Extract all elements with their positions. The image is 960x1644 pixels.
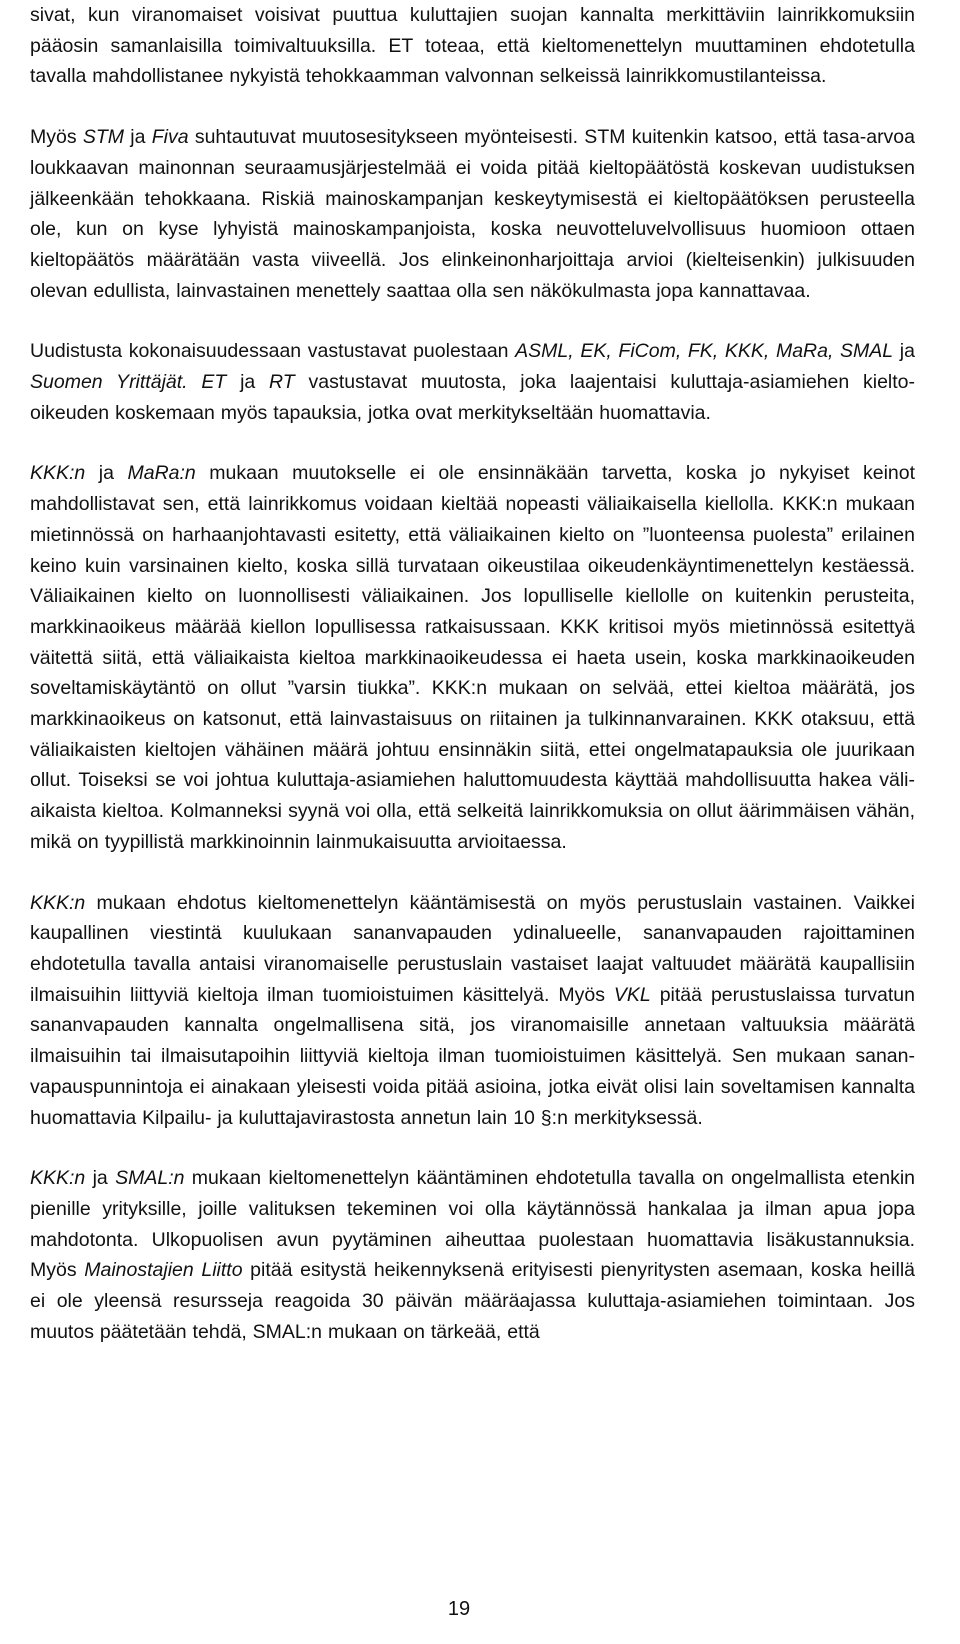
italic-text-segment: STM [82,126,125,149]
text-segment: vastustavat muutosta, joka laajentaisi kuluttaja-asiamiehen kielto-oikeuden koskemaan myös tapauksia, jotka ovat merkitykseltään huomattavia. [30,371,915,424]
italic-text-segment: Suomen Yrittäjät. [30,371,188,394]
italic-text-segment: KKK:n [30,891,86,914]
paragraph [30,458,915,857]
text-segment: mukaan kieltomenettelyn kääntäminen ehdotetulla tavalla on ongelmallista etenkin pienille yrityksille, joille valituksen tekeminen voi olla käytännössä hankalaa ja ilman apua jopa mahdotonta. Ulkopuolisen avun pyytäminen aiheuttaa puolestaan huomattavia lisäkustannuksia. Myös [30,1167,916,1282]
italic-text-segment: VKL [613,983,651,1006]
italic-text-segment: KKK:n [30,1167,86,1190]
paragraph [30,1163,915,1347]
text-segment: ja [893,340,915,363]
italic-text-segment: RT [269,371,295,394]
italic-text-segment: Fiva [151,126,189,149]
text-segment: suhtautuvat muutosesitykseen myönteisesti. STM kuitenkin katsoo, että tasa-arvoa loukkaavan mainonnan seuraamusjärjestelmää ei voida pitää kieltopäätöstä koskevan uudistuksen jälkeenkään tehokkaana. Riskiä mainoskampanjan keskeytymisestä ei kieltopäätöksen perusteella ole, kun on kyse lyhyistä mainoskampanjoista, koska neuvotteluvelvollisuus huomioon ottaen kieltopäätös määrätään vasta viiveellä. Jos elinkeinonharjoittaja arvioi (kielteisenkin) julkisuuden olevan edullista, lainvastainen menettely saattaa olla sen näkökulmasta jopa kannattavaa. [30,126,915,302]
paragraph [30,888,915,1134]
text-segment: mukaan muutokselle ei ole ensinnäkään tarvetta, koska jo nykyiset keinot mahdollistavat sen, että lainrikkomus voidaan kieltää nopeasti väliaikaisella kiellolla. KKK:n mukaan mietinnössä on harhaanjohtavasti esitetty, että väliaikainen kielto on ”luonteensa puolesta” erilainen keino kuin varsinainen kielto, koska sillä turvataan oikeustilaa oikeudenkäyntimenettelyn kestäessä. Väliaikainen kielto on luonnollisesti väliaikainen. Jos lopulliselle kiellolle on kuitenkin perusteita, markkinaoikeus määrää kiellon lopullisessa ratkaisussaan. KKK kritisoi myös mietinnössä esitettyä väitettä siitä, että väliaikaista kieltoa markkinaoikeudessa ei haeta usein, koska markkinaoikeuden soveltamiskäytäntö on ollut ”varsin tiukka”. KKK:n mukaan on selvää, ettei kieltoa määrätä, jos markkinaoikeus on katsonut, että lainvastaisuus on riitainen ja tulkinnanvarainen. KKK otaksuu, että väliaikaisten kieltojen vähäinen määrä johtuu ensinnäkin siitä, ettei ongelmatapauksia ole juurikaan ollut. Toiseksi se voi johtua kuluttaja-asiamiehen haluttomuudesta käyttää mahdollisuutta hakea väliaikaista kieltoa. Kolmanneksi syynä voi olla, että selkeitä lainrikkomuksia on ollut äärimmäisen vähän, mikä on tyypillistä markkinoinnin lainmukaisuutta arvioitaessa. [30,462,916,853]
italic-text-segment: SMAL:n [115,1167,185,1190]
text-segment: pitää perustuslaissa turvatun sananvapauden kannalta ongelmallisena sitä, jos viranomaisille annetaan valtuuksia määrätä ilmaisuihin tai ilmaisutapoihin liittyviä kieltoja ilman tuomioistuimen käsittelyä. Sen mukaan sananvapauspunnintoja ei ainakaan yleisesti voida pitää asioina, jotka eivät olisi lain soveltamisen kannalta huomattavia Kilpailu- ja kuluttajavirastosta annetun lain 10 §:n merkityksessä. [30,983,915,1129]
italic-text-segment: MaRa:n [127,462,196,485]
italic-text-segment: ET [201,371,227,394]
text-segment: mukaan ehdotus kieltomenettelyn kääntämisestä on myös perustuslain vastainen. Vaikkei kaupallinen viestintä kuulukaan sananvapauden ydinalueelle, sananvapauden rajoittaminen ehdotetulla tavalla antaisi viranomaiselle perustuslain vastaiset laajat valtuudet määrätä kaupallisiin ilmaisuihin liittyviä kieltoja ilman tuomioistuimen käsittelyä. Myös [30,891,915,1006]
text-segment: Uudistusta kokonaisuudessaan vastustavat puolestaan [30,340,516,363]
text-segment: ja [85,1167,116,1190]
text-segment: pitää esitystä heikennyksenä erityisesti pienyritysten asemaan, koska heillä ei ole yleensä resursseja reagoida 30 päivän määräajassa kuluttaja-asiamiehen toimintaan. Jos muutos päätetään tehdä, SMAL:n mukaan on tärkeää, että [30,1259,915,1343]
text-segment: Myös [30,126,83,149]
text-segment: ja [85,462,128,485]
italic-text-segment: KKK:n [30,462,86,485]
text-segment [188,371,202,393]
paragraph [30,336,915,428]
page-number: 19 [447,1598,471,1620]
italic-text-segment: Mainostajien Liitto [84,1259,243,1282]
text-segment: ja [124,126,152,149]
italic-text-segment: ASML, EK, FiCom, FK, KKK, MaRa, SMAL [515,340,894,363]
text-segment: sivat, kun viranomaiset voisivat puuttua kuluttajien suojan kannalta merkittäviin lainrikkomuksiin pääosin samanlaisilla toimivaltuuksilla. ET toteaa, että kieltomenettelyn muuttaminen ehdotetulla tavalla mahdollistanee nykyistä tehokkaamman valvonnan selkeissä lainrikkomustilanteissa. [30,4,915,88]
paragraph [30,0,915,92]
paragraph [30,122,915,306]
document-body [30,0,915,1347]
text-segment: ja [226,371,270,394]
